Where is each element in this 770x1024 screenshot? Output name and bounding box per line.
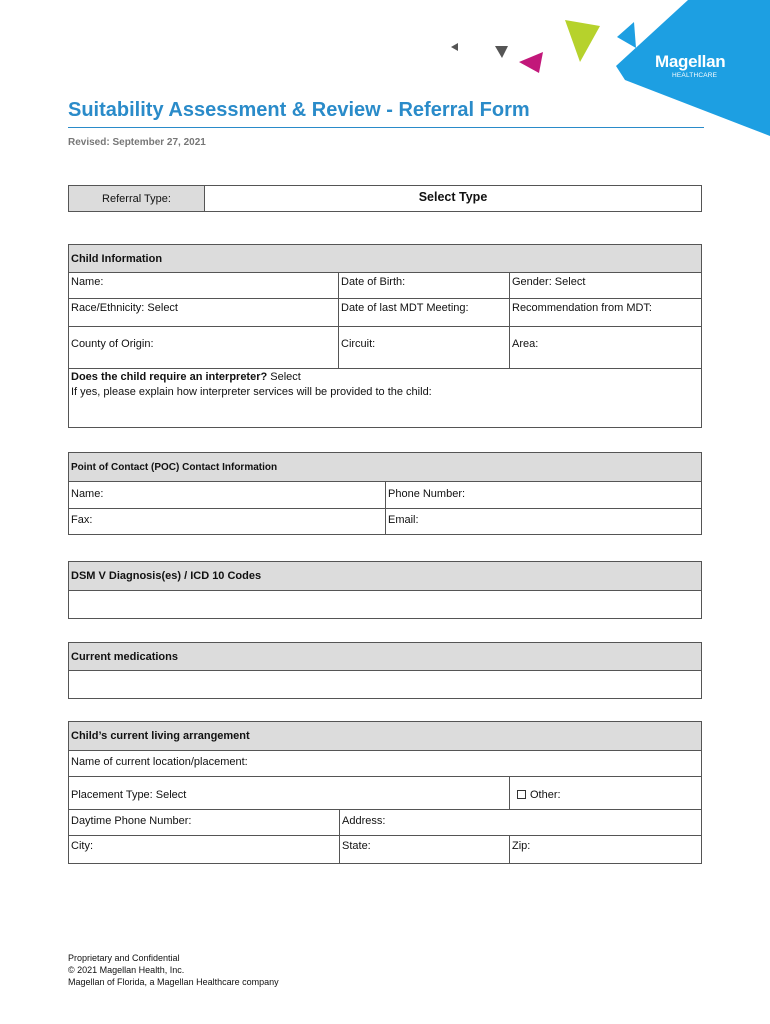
living-arrangement-heading: Child’s current living arrangement	[69, 722, 701, 751]
race-ethnicity-select[interactable]: Race/Ethnicity: Select	[69, 299, 339, 326]
child-information-heading: Child Information	[69, 245, 701, 273]
dsm-heading: DSM V Diagnosis(es) / ICD 10 Codes	[69, 562, 701, 591]
child-name-field[interactable]: Name:	[69, 273, 339, 298]
medications-input[interactable]	[69, 671, 701, 698]
interpreter-explain-field[interactable]: If yes, please explain how interpreter services will be provided to the child:	[71, 386, 432, 398]
living-arrangement-section	[68, 721, 702, 864]
medications-heading: Current medications	[69, 643, 701, 671]
location-field[interactable]: Name of current location/placement:	[71, 756, 248, 768]
city-field[interactable]: City:	[69, 836, 340, 863]
referral-type-select[interactable]: Select Type	[418, 190, 488, 204]
logo-subtext: HEALTHCARE	[672, 72, 718, 79]
mdt-recommendation-field[interactable]: Recommendation from MDT:	[512, 302, 652, 314]
blue-triangle-small	[617, 22, 636, 48]
footer-line-3: Magellan of Florida, a Magellan Healthcare company	[68, 977, 279, 987]
medications-section	[68, 642, 702, 699]
lime-triangle	[565, 20, 600, 62]
child-dob-field[interactable]: Date of Birth:	[339, 273, 510, 298]
interpreter-select[interactable]: Select	[270, 371, 301, 383]
poc-section	[68, 452, 702, 535]
footer-line-1: Proprietary and Confidential	[68, 953, 180, 963]
dsm-section	[68, 561, 702, 619]
other-option[interactable]	[510, 777, 701, 809]
poc-email-field[interactable]: Email:	[388, 514, 419, 526]
mdt-date-field[interactable]: Date of last MDT Meeting:	[339, 299, 510, 326]
grey-triangle-down	[495, 46, 508, 58]
revised-date: Revised: September 27, 2021	[68, 137, 206, 148]
interpreter-question: Does the child require an interpreter?	[71, 371, 268, 383]
daytime-phone-field[interactable]: Daytime Phone Number:	[69, 810, 340, 835]
poc-heading: Point of Contact (POC) Contact Information	[69, 453, 701, 482]
logo-text: Magellan	[655, 52, 726, 71]
other-checkbox[interactable]	[517, 790, 526, 799]
magenta-triangle	[519, 52, 543, 73]
footer	[68, 952, 279, 988]
state-field[interactable]: State:	[340, 836, 510, 863]
referral-type-label: Referral Type:	[69, 186, 205, 211]
area-field[interactable]: Area:	[512, 338, 539, 350]
zip-field[interactable]: Zip:	[512, 840, 531, 852]
interpreter-question-line	[71, 371, 699, 383]
child-gender-select[interactable]: Gender: Select	[512, 276, 586, 288]
referral-type-row	[68, 185, 702, 212]
circuit-field[interactable]: Circuit:	[339, 327, 510, 368]
footer-line-2: © 2021 Magellan Health, Inc.	[68, 965, 185, 975]
other-label: Other:	[530, 789, 561, 801]
dsm-input[interactable]	[69, 591, 701, 618]
county-field[interactable]: County of Origin:	[69, 327, 339, 368]
grey-triangle-small	[451, 43, 458, 51]
poc-phone-field[interactable]: Phone Number:	[388, 488, 466, 500]
placement-type-select[interactable]: Placement Type: Select	[69, 777, 510, 809]
page-title: Suitability Assessment & Review - Referral Form	[68, 99, 530, 121]
child-information-section	[68, 244, 702, 428]
title-divider	[68, 127, 704, 128]
poc-fax-field[interactable]: Fax:	[69, 509, 386, 534]
poc-name-field[interactable]: Name:	[69, 482, 386, 508]
address-field[interactable]: Address:	[342, 815, 386, 827]
